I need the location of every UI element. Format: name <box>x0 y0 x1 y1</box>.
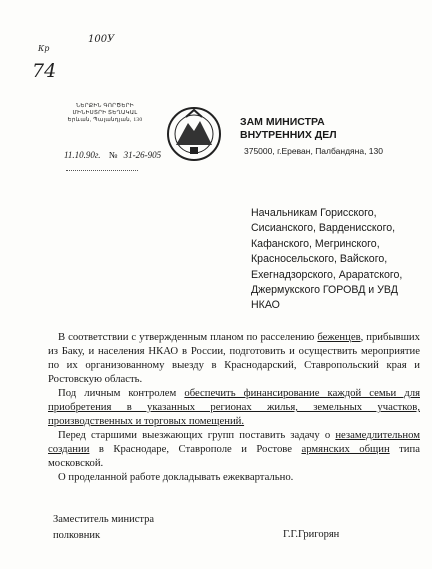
number-prefix: № <box>108 150 118 160</box>
p3-text-b: в Краснодаре, Ставрополе и Ростове <box>89 443 302 455</box>
letter-body <box>48 330 420 484</box>
armenian-header-line-3: Երևան, Պալանդյան, 130 <box>67 117 143 123</box>
document-number: 31-26-905 <box>123 150 162 160</box>
p3-underlined-creation: незамедлительном создании <box>48 429 420 455</box>
armenian-header-line-1: ՆԵՐՔԻՆ ԳՈՐԾԵՐԻ <box>76 103 134 109</box>
armenian-header-block <box>60 103 150 124</box>
ministry-title <box>240 116 337 142</box>
paragraph-4: О проделанной работе докладывать ежеквартально. <box>58 471 294 483</box>
p1-text-a: В соответствии с утвержденным планом по расселению <box>58 331 318 343</box>
paragraph-2 <box>48 386 420 428</box>
ministry-title-line-1: ЗАМ МИНИСТРА <box>240 116 325 128</box>
p1-underlined-refugees: беженцев <box>317 331 361 343</box>
signatory-title-line-2: полковник <box>53 530 101 541</box>
corner-mark-top: 100У <box>88 34 115 45</box>
paragraph-1 <box>48 330 420 386</box>
p1-text-b: , прибывших из Баку, и населения НКАО в России, подготовить и осуществить мероприятие по их организованному выезду в Краснодарский, Ставропольский края и Ростовскую область. <box>48 331 420 385</box>
p3-underlined-communities: армянских общин <box>301 443 390 455</box>
corner-mark-kr: Кр <box>38 44 50 53</box>
p3-text-c: типа московской. <box>48 443 420 469</box>
handwritten-number: 74 <box>32 60 57 82</box>
recipients-block: Начальникам Горисского, Сисианского, Варденисского, Кафанского, Мегринского, Красносельского, Вайского, Ехегнадзорского, Араратского, Джермукского ГОРОВД и УВД НКАО <box>251 207 403 312</box>
p3-text-a: Перед старшими выезжающих групп поставить задачу о <box>58 429 336 441</box>
paragraph-3 <box>48 428 420 470</box>
signatory-title-line-1: Заместитель министра <box>53 514 155 525</box>
p2-text-a: Под личным контролем <box>58 387 185 399</box>
ministry-address: 375000, г.Ереван, Палбандяна, 130 <box>244 146 383 156</box>
coat-of-arms-emblem <box>164 105 224 163</box>
ministry-title-line-2: ВНУТРЕННИХ ДЕЛ <box>240 129 337 141</box>
document-date: 11.10.90г. <box>64 150 101 160</box>
date-underline <box>66 170 138 171</box>
p2-underlined-financing: обеспечить финансирование каждой семьи для приобретения в указанных регионах жилья, земельных участков, производственных и торговых помещений. <box>48 387 420 427</box>
signatory-name: Г.Г.Григорян <box>283 529 340 540</box>
signatory-title <box>53 512 154 544</box>
armenian-header-line-2: ՄԻՆԻՍՏՐԻ ՏԵՂԱԿԱԼ <box>72 110 138 116</box>
date-number-line <box>64 150 161 160</box>
